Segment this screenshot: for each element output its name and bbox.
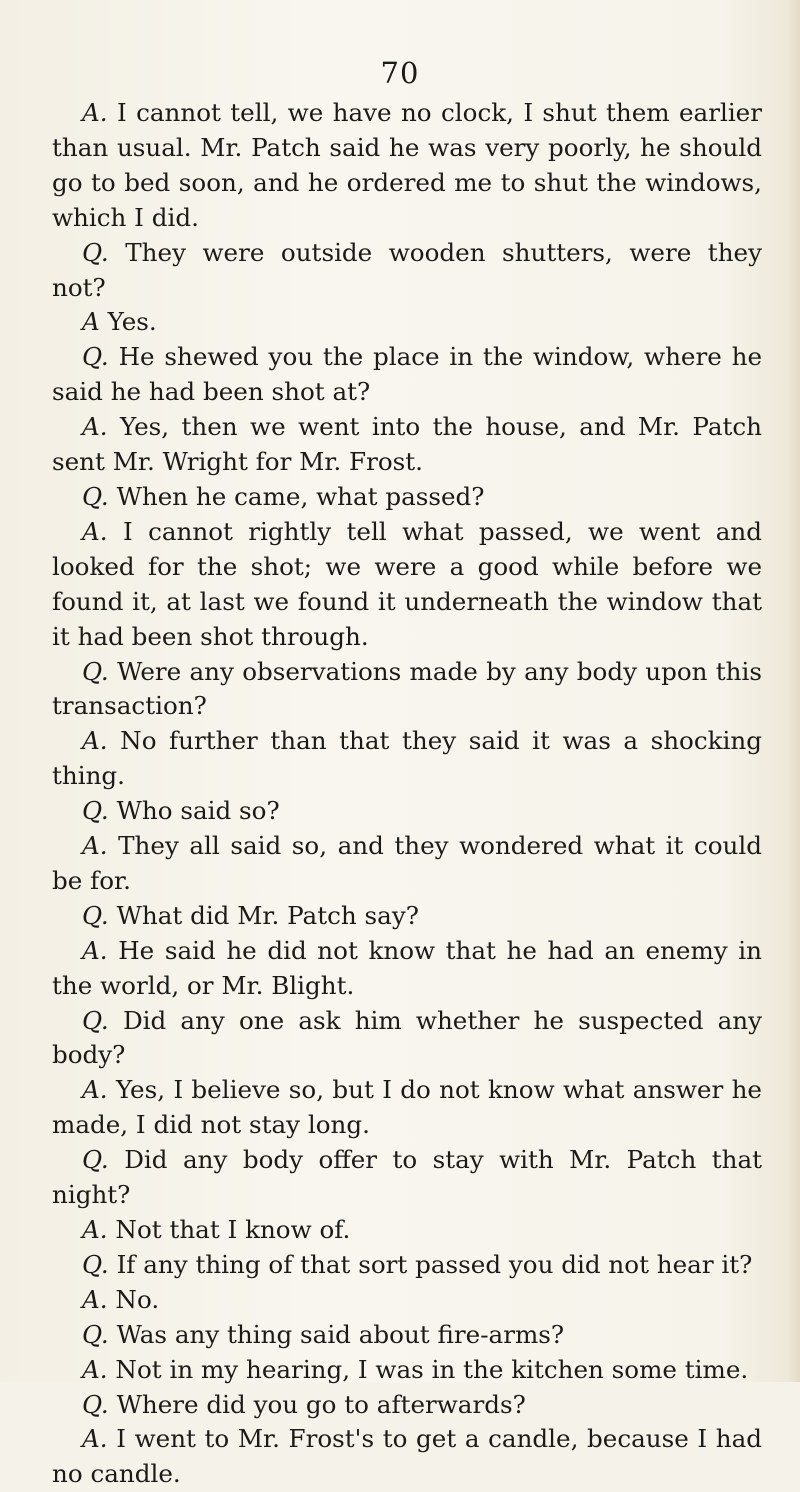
speaker-label: Q. [82, 1389, 109, 1419]
speaker-label: Q. [82, 1319, 109, 1349]
transcript-paragraph [52, 1283, 762, 1318]
transcript-paragraph [52, 410, 762, 480]
transcript-paragraph [52, 1318, 762, 1353]
paragraph-text: They were outside wooden shutters, were they not? [52, 237, 762, 302]
transcript-paragraph [52, 1143, 762, 1213]
body-text [52, 96, 762, 1492]
transcript-paragraph [52, 480, 762, 515]
paragraph-text: No. [115, 1284, 160, 1314]
paragraph-text: No further than that they said it was a shocking thing. [52, 726, 762, 791]
transcript-paragraph [52, 236, 762, 306]
speaker-label: A [82, 307, 100, 337]
speaker-label: A. [82, 98, 108, 127]
paragraph-text: He shewed you the place in the window, where he said he had been shot at? [52, 342, 762, 407]
transcript-paragraph [52, 1248, 762, 1283]
page-number: 70 [380, 56, 420, 90]
transcript-paragraph [52, 899, 762, 934]
paragraph-text: They all said so, and they wondered what it could be for. [52, 831, 763, 895]
speaker-label: A. [82, 935, 108, 965]
speaker-label: Q. [82, 900, 109, 930]
transcript-paragraph [52, 655, 762, 725]
paragraph-text: I cannot tell, we have no clock, I shut them earlier than usual. Mr. Patch said he was very poorly, he should go to bed soon, and he ordered me to shut the windows, which I did. [52, 98, 762, 232]
transcript-paragraph [52, 96, 762, 236]
speaker-label: A. [82, 726, 108, 756]
page-edge [788, 0, 800, 1382]
paragraph-text: Yes, then we went into the house, and Mr. Patch sent Mr. Wright for Mr. Frost. [52, 412, 762, 477]
paragraph-text: What did Mr. Patch say? [116, 900, 419, 930]
paragraph-text: Did any body offer to stay with Mr. Patch that night? [52, 1145, 762, 1210]
speaker-label: A. [82, 1215, 108, 1244]
transcript-paragraph [52, 1213, 762, 1248]
speaker-label: A. [82, 1424, 108, 1454]
paragraph-text: If any thing of that sort passed you did not hear it? [116, 1249, 753, 1279]
paragraph-text: He said he did not know that he had an enemy in the world, or Mr. Blight. [52, 935, 762, 1000]
speaker-label: A. [82, 831, 108, 861]
paragraph-text: Yes, I believe so, but I do not know what answer he made, I did not stay long. [52, 1075, 762, 1140]
paragraph-text: Who said so? [116, 796, 280, 826]
speaker-label: A. [82, 1354, 108, 1384]
speaker-label: A. [82, 412, 108, 442]
speaker-label: A. [82, 516, 108, 546]
paragraph-text: Did any one ask him whether he suspected any body? [52, 1005, 762, 1070]
paragraph-text: Were any observations made by any body upon this transaction? [52, 656, 762, 721]
speaker-label: Q. [82, 1145, 109, 1175]
speaker-label: Q. [82, 342, 109, 372]
paragraph-text: I went to Mr. Frost's to get a candle, because I had no candle. [52, 1424, 762, 1489]
paragraph-text: I cannot rightly tell what passed, we went and looked for the shot; we were a good while before we found it, at last we found it underneath the window that it had been shot through. [52, 516, 762, 651]
speaker-label: Q. [82, 1005, 109, 1035]
transcript-paragraph [52, 1422, 762, 1492]
speaker-label: Q. [82, 1249, 109, 1279]
speaker-label: Q. [82, 656, 109, 686]
speaker-label: Q. [82, 481, 109, 511]
speaker-label: Q. [82, 796, 109, 826]
paragraph-text: When he came, what passed? [116, 481, 485, 511]
paragraph-text: Where did you go to afterwards? [116, 1389, 526, 1419]
paragraph-text: Yes. [107, 307, 157, 337]
transcript-paragraph [52, 1004, 762, 1074]
paragraph-text: Not in my hearing, I was in the kitchen some time. [115, 1354, 749, 1384]
speaker-label: A. [82, 1284, 108, 1314]
transcript-paragraph [52, 724, 762, 794]
transcript-paragraph [52, 794, 762, 829]
transcript-paragraph [52, 515, 762, 655]
paragraph-text: Was any thing said about fire-arms? [116, 1319, 565, 1349]
speaker-label: Q. [82, 237, 109, 267]
transcript-paragraph [52, 340, 762, 410]
transcript-paragraph [52, 1353, 762, 1388]
transcript-paragraph [52, 305, 762, 340]
transcript-paragraph [52, 1388, 762, 1423]
transcript-paragraph [52, 934, 762, 1004]
speaker-label: A. [82, 1075, 108, 1105]
transcript-paragraph [52, 1073, 762, 1143]
paragraph-text: Not that I know of. [115, 1215, 351, 1244]
transcript-paragraph [52, 829, 762, 899]
